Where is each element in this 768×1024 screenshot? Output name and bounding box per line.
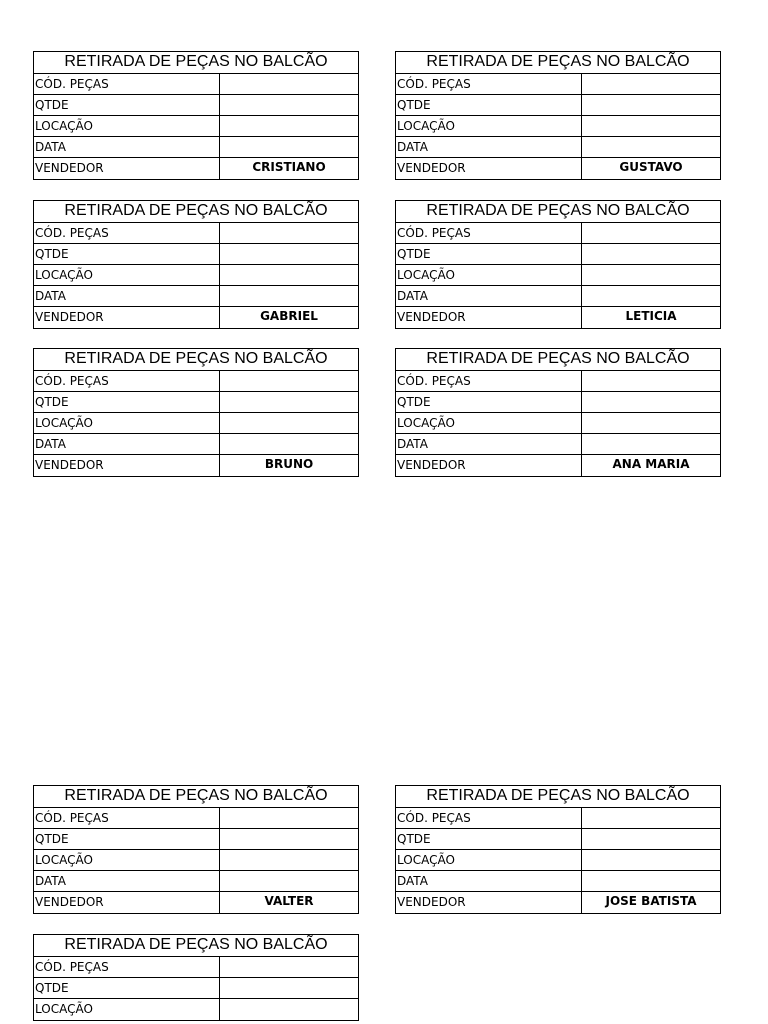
row-data — [34, 286, 358, 307]
card-1 — [33, 51, 359, 180]
row-qtde — [34, 95, 358, 116]
row-data — [34, 137, 358, 158]
row-vendedor — [34, 455, 358, 476]
row-label: DATA — [34, 286, 220, 306]
row-label: QTDE — [34, 829, 220, 849]
card-9 — [33, 934, 359, 1021]
qtde-field[interactable] — [220, 978, 358, 998]
row-data — [396, 434, 720, 455]
row-label: LOCAÇÃO — [34, 999, 220, 1020]
qtde-field[interactable] — [582, 244, 720, 264]
locacao-field[interactable] — [582, 116, 720, 136]
row-locacao — [34, 116, 358, 137]
qtde-field[interactable] — [582, 95, 720, 115]
row-qtde — [396, 392, 720, 413]
row-cod-pecas — [396, 808, 720, 829]
row-data — [396, 137, 720, 158]
row-label: QTDE — [34, 95, 220, 115]
row-data — [396, 871, 720, 892]
vendedor-field[interactable]: JOSE BATISTA — [605, 894, 697, 908]
vendedor-field[interactable]: GUSTAVO — [619, 160, 683, 174]
row-cod-pecas — [34, 371, 358, 392]
row-label: VENDEDOR — [396, 455, 582, 476]
qtde-field[interactable] — [220, 244, 358, 264]
row-label: LOCAÇÃO — [34, 116, 220, 136]
row-qtde — [34, 829, 358, 850]
row-label: DATA — [396, 286, 582, 306]
row-label: VENDEDOR — [34, 455, 220, 476]
row-label: LOCAÇÃO — [396, 850, 582, 870]
row-vendedor — [396, 892, 720, 913]
card-2 — [395, 51, 721, 180]
row-vendedor — [34, 892, 358, 913]
card-3 — [33, 200, 359, 329]
row-locacao — [34, 850, 358, 871]
locacao-field[interactable] — [220, 850, 358, 870]
row-label: LOCAÇÃO — [34, 850, 220, 870]
row-data — [34, 434, 358, 455]
cod-pecas-field[interactable] — [220, 223, 358, 243]
row-label: LOCAÇÃO — [396, 116, 582, 136]
qtde-field[interactable] — [582, 392, 720, 412]
row-vendedor — [396, 158, 720, 179]
card-title: RETIRADA DE PEÇAS NO BALCÃO — [396, 786, 720, 808]
cod-pecas-field[interactable] — [582, 74, 720, 94]
row-vendedor — [396, 307, 720, 328]
card-title: RETIRADA DE PEÇAS NO BALCÃO — [396, 201, 720, 223]
data-field[interactable] — [582, 286, 720, 306]
row-label: CÓD. PEÇAS — [396, 74, 582, 94]
row-label: VENDEDOR — [396, 158, 582, 179]
row-vendedor — [34, 158, 358, 179]
locacao-field[interactable] — [220, 265, 358, 285]
row-cod-pecas — [34, 808, 358, 829]
row-locacao — [34, 413, 358, 434]
row-label: DATA — [34, 434, 220, 454]
cod-pecas-field[interactable] — [220, 74, 358, 94]
row-label: DATA — [396, 434, 582, 454]
row-cod-pecas — [34, 74, 358, 95]
row-qtde — [396, 95, 720, 116]
row-locacao — [396, 116, 720, 137]
row-locacao — [396, 850, 720, 871]
row-label: VENDEDOR — [396, 892, 582, 913]
row-locacao — [396, 413, 720, 434]
locacao-field[interactable] — [220, 999, 358, 1020]
row-label: VENDEDOR — [396, 307, 582, 328]
row-label: QTDE — [396, 829, 582, 849]
row-label: LOCAÇÃO — [34, 413, 220, 433]
row-locacao — [396, 265, 720, 286]
cod-pecas-field[interactable] — [220, 371, 358, 391]
card-title: RETIRADA DE PEÇAS NO BALCÃO — [34, 52, 358, 74]
qtde-field[interactable] — [220, 829, 358, 849]
qtde-field[interactable] — [582, 829, 720, 849]
data-field[interactable] — [582, 871, 720, 891]
card-8 — [395, 785, 721, 914]
locacao-field[interactable] — [582, 413, 720, 433]
locacao-field[interactable] — [220, 413, 358, 433]
card-title: RETIRADA DE PEÇAS NO BALCÃO — [396, 52, 720, 74]
row-label: VENDEDOR — [34, 307, 220, 328]
row-label: QTDE — [396, 244, 582, 264]
card-5 — [33, 348, 359, 477]
qtde-field[interactable] — [220, 95, 358, 115]
cod-pecas-field[interactable] — [582, 223, 720, 243]
row-qtde — [34, 392, 358, 413]
row-data — [396, 286, 720, 307]
data-field[interactable] — [220, 286, 358, 306]
row-cod-pecas — [396, 74, 720, 95]
row-label: QTDE — [34, 244, 220, 264]
locacao-field[interactable] — [582, 850, 720, 870]
row-label: VENDEDOR — [34, 158, 220, 179]
row-qtde — [396, 244, 720, 265]
row-label: DATA — [396, 137, 582, 157]
row-qtde — [34, 978, 358, 999]
row-label: CÓD. PEÇAS — [396, 808, 582, 828]
card-6 — [395, 348, 721, 477]
row-label: DATA — [396, 871, 582, 891]
row-label: QTDE — [34, 392, 220, 412]
data-field[interactable] — [582, 434, 720, 454]
vendedor-field[interactable]: CRISTIANO — [252, 160, 326, 174]
row-qtde — [396, 829, 720, 850]
card-title: RETIRADA DE PEÇAS NO BALCÃO — [34, 349, 358, 371]
row-label: CÓD. PEÇAS — [34, 223, 220, 243]
cod-pecas-field[interactable] — [220, 957, 358, 977]
card-title: RETIRADA DE PEÇAS NO BALCÃO — [34, 935, 358, 957]
data-field[interactable] — [220, 434, 358, 454]
row-label: DATA — [34, 871, 220, 891]
qtde-field[interactable] — [220, 392, 358, 412]
vendedor-field[interactable]: VALTER — [264, 894, 314, 908]
vendedor-field[interactable]: LETICIA — [625, 309, 677, 323]
locacao-field[interactable] — [582, 265, 720, 285]
row-cod-pecas — [396, 371, 720, 392]
row-vendedor — [396, 455, 720, 476]
row-locacao — [34, 999, 358, 1020]
card-title: RETIRADA DE PEÇAS NO BALCÃO — [34, 201, 358, 223]
locacao-field[interactable] — [220, 116, 358, 136]
row-label: QTDE — [396, 392, 582, 412]
row-data — [34, 871, 358, 892]
row-label: QTDE — [396, 95, 582, 115]
cod-pecas-field[interactable] — [220, 808, 358, 828]
row-label: LOCAÇÃO — [396, 413, 582, 433]
vendedor-field[interactable]: BRUNO — [264, 457, 314, 471]
row-cod-pecas — [396, 223, 720, 244]
row-label: CÓD. PEÇAS — [396, 223, 582, 243]
vendedor-field[interactable]: GABRIEL — [260, 309, 318, 323]
row-label: DATA — [34, 137, 220, 157]
card-4 — [395, 200, 721, 329]
row-label: QTDE — [34, 978, 220, 998]
row-label: VENDEDOR — [34, 892, 220, 913]
row-label: CÓD. PEÇAS — [34, 808, 220, 828]
vendedor-field[interactable]: ANA MARIA — [612, 457, 690, 471]
row-cod-pecas — [34, 223, 358, 244]
card-7 — [33, 785, 359, 914]
row-locacao — [34, 265, 358, 286]
data-field[interactable] — [220, 137, 358, 157]
card-title: RETIRADA DE PEÇAS NO BALCÃO — [34, 786, 358, 808]
cod-pecas-field[interactable] — [582, 808, 720, 828]
data-field[interactable] — [582, 137, 720, 157]
row-qtde — [34, 244, 358, 265]
row-label: CÓD. PEÇAS — [34, 957, 220, 977]
row-label: LOCAÇÃO — [396, 265, 582, 285]
row-label: CÓD. PEÇAS — [34, 371, 220, 391]
data-field[interactable] — [220, 871, 358, 891]
row-cod-pecas — [34, 957, 358, 978]
cod-pecas-field[interactable] — [582, 371, 720, 391]
card-title: RETIRADA DE PEÇAS NO BALCÃO — [396, 349, 720, 371]
row-label: LOCAÇÃO — [34, 265, 220, 285]
row-vendedor — [34, 307, 358, 328]
row-label: CÓD. PEÇAS — [396, 371, 582, 391]
row-label: CÓD. PEÇAS — [34, 74, 220, 94]
